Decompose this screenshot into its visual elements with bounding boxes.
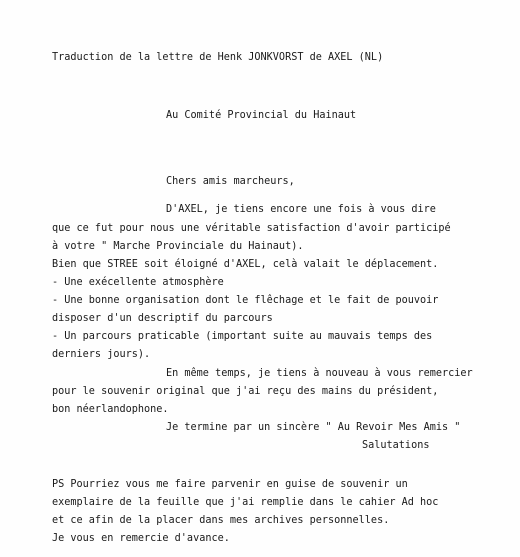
- text-line: Bien que STREE soit éloigné d'AXEL, celà valait le déplacement.: [52, 259, 439, 270]
- closing-line: Je termine par un sincère " Au Revoir Mes Amis ": [166, 422, 461, 433]
- text-line: bon néerlandophone.: [52, 404, 169, 415]
- text-line: à votre " Marche Provinciale du Hainaut).: [52, 241, 304, 252]
- salutation: Chers amis marcheurs,: [166, 176, 295, 187]
- text-line: En même temps, je tiens à nouveau à vous remercier: [166, 368, 473, 379]
- text-line: exemplaire de la feuille que j'ai remplie dans le cahier Ad hoc: [52, 497, 439, 508]
- list-item: - Une exécellente atmosphère: [52, 277, 224, 288]
- signoff: Salutations: [362, 440, 430, 451]
- text-line: Je vous en remercie d'avance.: [52, 533, 230, 544]
- text-line: et ce afin de la placer dans mes archives personnelles.: [52, 515, 390, 526]
- letter-heading: Traduction de la lettre de Henk JONKVORST de AXEL (NL): [52, 52, 384, 63]
- list-item: - Une bonne organisation dont le flêchage et le fait de pouvoir: [52, 295, 439, 306]
- text-line: derniers jours).: [52, 349, 151, 360]
- text-line: disposer d'un descriptif du parcours: [52, 313, 273, 324]
- text-line: que ce fut pour nous une véritable satisfaction d'avoir participé: [52, 223, 451, 234]
- list-item: - Un parcours praticable (important suite au mauvais temps des: [52, 331, 433, 342]
- text-line: PS Pourriez vous me faire parvenir en guise de souvenir un: [52, 479, 408, 490]
- text-line: pour le souvenir original que j'ai reçu des mains du président,: [52, 386, 439, 397]
- text-line: D'AXEL, je tiens encore une fois à vous dire: [166, 204, 436, 215]
- recipient-line: Au Comité Provincial du Hainaut: [166, 110, 357, 121]
